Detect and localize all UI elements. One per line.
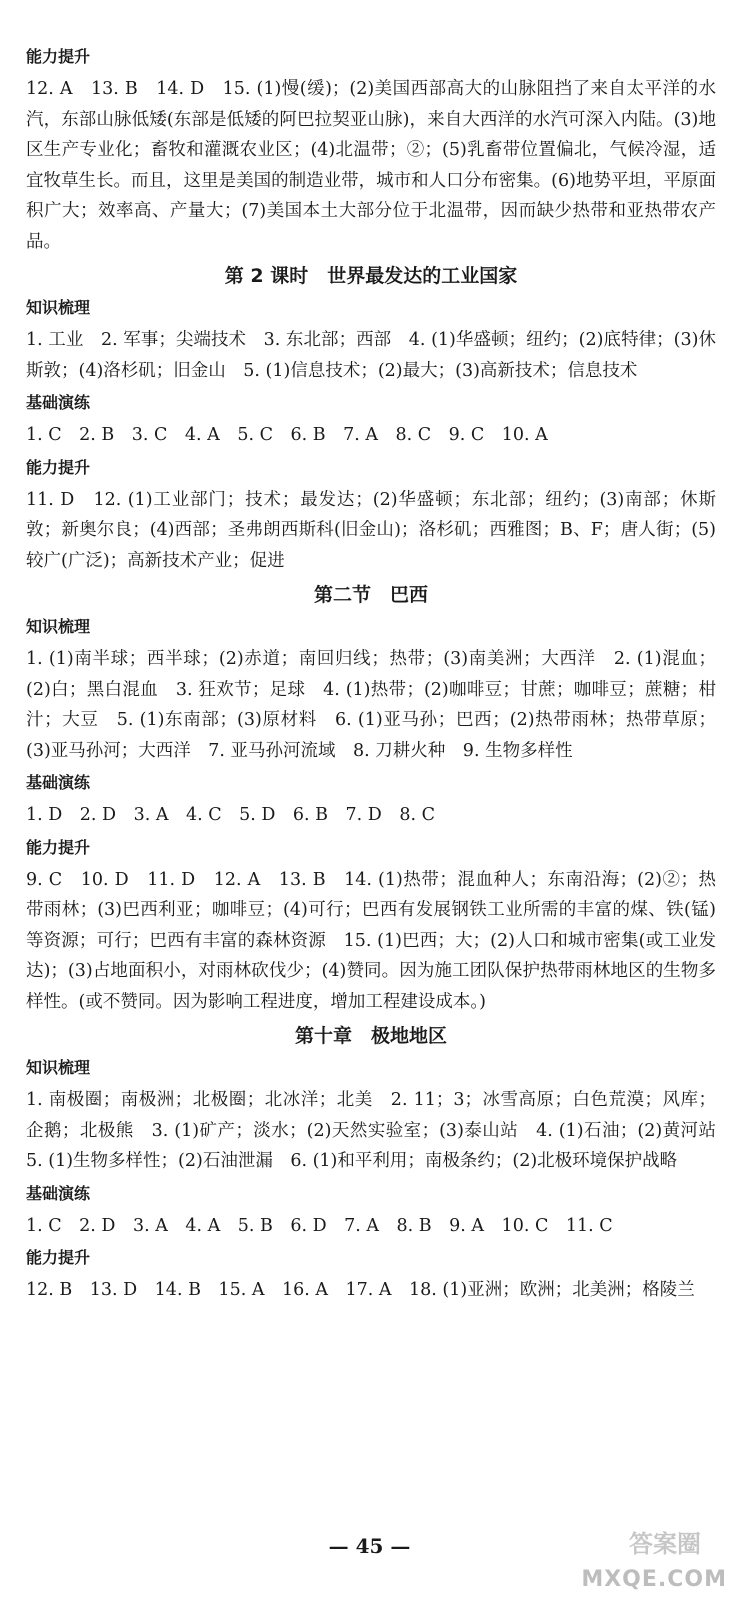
- answers-block-6: 1. D 2. D 3. A 4. C 5. D 6. B 7. D 8. C: [26, 805, 435, 825]
- watermark-logo: [581, 1522, 731, 1592]
- answers-block-4: 11. D 12. (1)工业部门；技术；最发达；(2)华盛顿；东北部；纽约；(3)南部；休斯敦；新奥尔良；(4)西部；圣弗朗西斯科(旧金山)；洛杉矶；西雅图；B、F；唐人街；(5)较广(广泛)；高新技术产业；促进: [26, 489, 716, 571]
- heading-ability-4: 能力提升: [26, 1248, 91, 1267]
- lesson-title-industry: 第 2 课时 世界最发达的工业国家: [224, 265, 518, 287]
- page-number: — 45 —: [328, 1534, 411, 1558]
- answers-block-3: 1. C 2. B 3. C 4. A 5. C 6. B 7. A 8. C 9. C 10. A: [26, 425, 548, 445]
- answers-block-1: 12. A 13. B 14. D 15. (1)慢(缓)；(2)美国西部高大的山脉阻挡了来自太平洋的水汽，东部山脉低矮(东部是低矮的阿巴拉契亚山脉)，来自大西洋的水汽可深入内陆。(3)地区生产专业化；畜牧和灌溉农业区；(4)北温带；②；(5)乳畜带位置偏北，气候冷湿，适宜牧草生长。而且，这里是美国的制造业带，城市和人口分布密集。(6)地势平坦，平原面积广大；效率高、产量大；(7)美国本土大部分位于北温带，因而缺少热带和亚热带农产品。: [26, 79, 716, 252]
- answers-block-10: 12. B 13. D 14. B 15. A 16. A 17. A 18. (1)亚洲；欧洲；北美洲；格陵兰: [26, 1280, 695, 1300]
- answer-page: [26, 40, 734, 1306]
- answers-block-9: 1. C 2. D 3. A 4. A 5. B 6. D 7. A 8. B 9. A 10. C 11. C: [26, 1215, 613, 1236]
- heading-basic-1: 基础演练: [26, 393, 91, 412]
- heading-knowledge-2: 知识梳理: [26, 617, 91, 636]
- answers-block-7: 9. C 10. D 11. D 12. A 13. B 14. (1)热带；混血种人；东南沿海；(2)②；热带雨林；(3)巴西利亚；咖啡豆；(4)可行；巴西有发展钢铁工业所需的丰富的煤、铁(锰)等资源；可行；巴西有丰富的森林资源 15. (1)巴西；大；(2)人口和城市密集(或工业发达)；(3)占地面积小，对雨林砍伐少；(4)赞同。因为施工团队保护热带雨林地区的生物多样性。(或不赞同。因为影响工程进度，增加工程建设成本。): [26, 869, 716, 1012]
- watermark-url: MXQE.COM: [581, 1567, 727, 1592]
- section-title-brazil: 第二节 巴西: [313, 584, 428, 606]
- heading-ability-1: 能力提升: [26, 47, 91, 66]
- chapter-title-polar: 第十章 极地地区: [294, 1025, 447, 1047]
- heading-basic-2: 基础演练: [26, 773, 91, 792]
- heading-knowledge-1: 知识梳理: [26, 298, 91, 317]
- heading-basic-3: 基础演练: [26, 1183, 91, 1203]
- heading-knowledge-3: 知识梳理: [26, 1058, 91, 1077]
- answers-block-5: 1. (1)南半球；西半球；(2)赤道；南回归线；热带；(3)南美洲；大西洋 2. (1)混血；(2)白；黑白混血 3. 狂欢节；足球 4. (1)热带；(2)咖啡豆；甘蔗；咖啡豆；蔗糖；柑汁；大豆 5. (1)东南部；(3)原材料 6. (1)亚马孙；巴西；(2)热带雨林；热带草原；(3)亚马孙河；大西洋 7. 亚马孙河流域 8. 刀耕火种 9. 生物多样性: [26, 649, 716, 761]
- answers-block-2: 1. 工业 2. 军事；尖端技术 3. 东北部；西部 4. (1)华盛顿；纽约；(2)底特律；(3)休斯敦；(4)洛杉矶；旧金山 5. (1)信息技术；(2)最大；(3)高新技术；信息技术: [26, 330, 716, 381]
- heading-ability-3: 能力提升: [26, 837, 91, 857]
- watermark-cn: 答案圈: [629, 1530, 701, 1558]
- answers-block-8: 1. 南极圈；南极洲；北极圈；北冰洋；北美 2. 11；3；冰雪高原；白色荒漠；风库；企鹅；北极熊 3. (1)矿产；淡水；(2)天然实验室；(3)泰山站 4. (1)石油；(2)黄河站 5. (1)生物多样性；(2)石油泄漏 6. (1)和平利用；南极条约；(2)北极环境保护战略: [26, 1090, 734, 1171]
- heading-ability-2: 能力提升: [26, 457, 91, 477]
